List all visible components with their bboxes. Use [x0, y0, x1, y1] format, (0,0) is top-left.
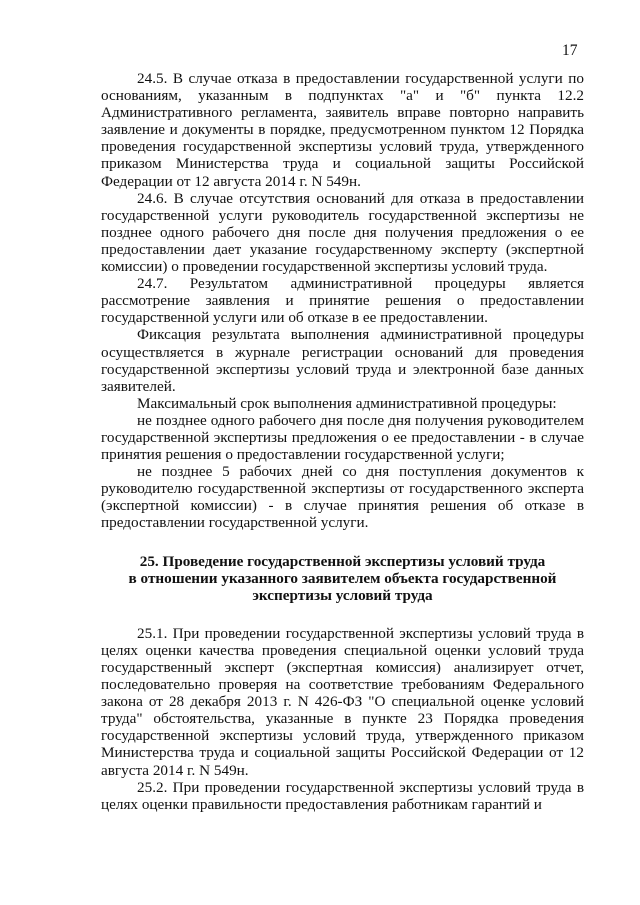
- heading-line-2: в отношении указанного заявителем объекта государственной: [128, 569, 557, 587]
- heading-line-1: 25. Проведение государственной экспертизы условий труда: [139, 552, 546, 570]
- paragraph-fixation: Фиксация результата выполнения административной процедуры осуществляется в журнале регистрации оснований для проведения государственной экспертизы условий труда и электронной базе данных заявителей.: [101, 326, 584, 395]
- paragraph-24-6: 24.6. В случае отсутствия оснований для отказа в предоставлении государственной услуги руководитель государственной экспертизы не позднее одного рабочего дня после дня получения предложения о ее предоставлении дает указание государственному эксперту (экспертной комиссии) о проведении государственной экспертизы условий труда.: [101, 189, 584, 276]
- paragraph-term-one-day: не позднее одного рабочего дня после дня получения руководителем государственной экспертизы предложения о ее предоставлении - в случае принятия решения о предоставлении государственной услуги;: [101, 411, 584, 464]
- heading-line-3: экспертизы условий труда: [252, 587, 433, 605]
- page-number: 17: [562, 42, 578, 59]
- paragraph-24-5: 24.5. В случае отказа в предоставлении государственной услуги по основаниям, указанным в подпунктах "а" и "б" пункта 12.2 Административного регламента, заявитель вправе повторно направить заявление и документы в порядке, предусмотренном пунктом 12 Порядка проведения государственной экспертизы условий труда, утвержденного приказом Министерства труда и социальной защиты Российской Федерации от 12 августа 2014 г. N 549н.: [101, 70, 584, 190]
- paragraph-max-term: Максимальный срок выполнения административной процедуры:: [137, 394, 557, 412]
- paragraph-term-five-days: не позднее 5 рабочих дней со дня поступления документов к руководителю государственной экспертизы от государственного эксперта (экспертной комиссии) - в случае принятия решения об отказе в предоставлении государственной услуги.: [101, 463, 584, 532]
- section-25-heading: [101, 553, 584, 605]
- paragraph-25-2: 25.2. При проведении государственной экспертизы условий труда в целях оценки правильности предоставления работникам гарантий и: [101, 778, 584, 813]
- document-body: [101, 70, 584, 813]
- paragraph-25-1: 25.1. При проведении государственной экспертизы условий труда в целях оценки качества проведения специальной оценки условий труда государственный эксперт (экспертная комиссия) анализирует отчет, последовательно проверяя на соответствие требованиям Федерального закона от 28 декабря 2013 г. N 426-ФЗ "О специальной оценке условий труда" обстоятельства, указанные в пункте 23 Порядка проведения государственной экспертизы условий труда, утвержденного приказом Министерства труда и социальной защиты Российской Федерации от 12 августа 2014 г. N 549н.: [101, 624, 584, 779]
- paragraph-24-7: 24.7. Результатом административной процедуры является рассмотрение заявления и принятие решения о предоставлении государственной услуги или об отказе в ее предоставлении.: [101, 275, 584, 327]
